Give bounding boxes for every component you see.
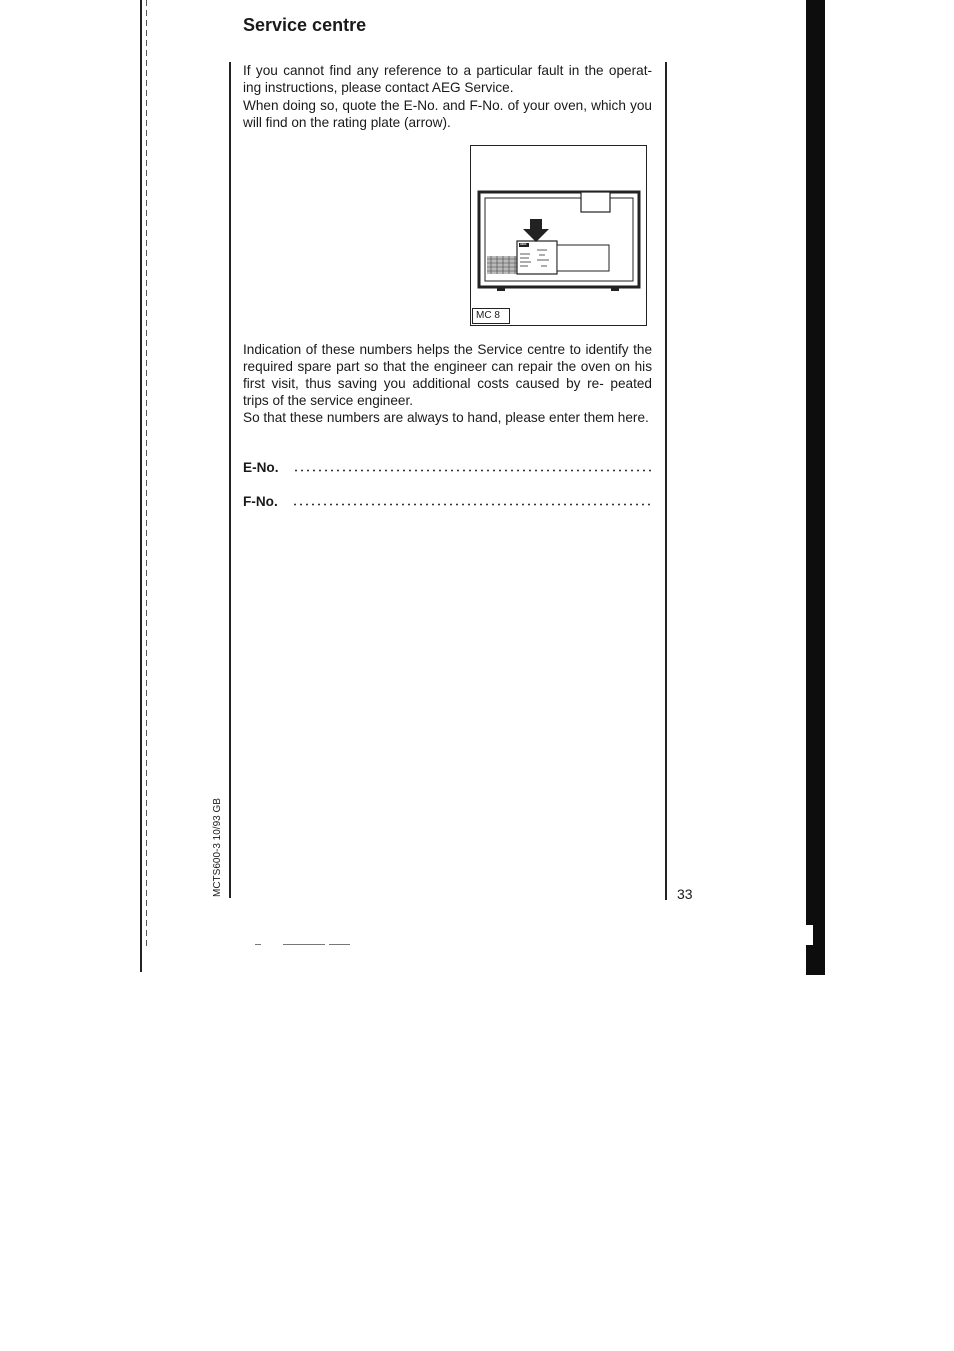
page-number: 33: [677, 886, 693, 902]
f-no-dotted-line[interactable]: [292, 492, 653, 506]
rating-plate-figure: [470, 145, 647, 326]
paragraph-quote-numbers: When doing so, quote the E-No. and F-No. of your oven, which you will find on the rating plate (arrow).: [243, 98, 652, 130]
page-title: Service centre: [243, 15, 367, 35]
paragraph-enter-numbers: So that these numbers are always to hand, please enter them here.: [243, 410, 649, 425]
f-no-field[interactable]: [243, 492, 653, 510]
margin-rule-left: [229, 62, 231, 898]
e-no-dotted-line[interactable]: [293, 458, 654, 472]
e-no-field[interactable]: [243, 458, 653, 476]
oven-illustration: [471, 146, 648, 327]
scan-stray-dashes: [255, 944, 350, 945]
margin-rule-right: [665, 62, 667, 900]
scan-edge-left: [140, 0, 142, 972]
document-code: MCTS600-3 10/93 GB: [212, 798, 223, 897]
figure-label: MC 8: [472, 308, 510, 324]
paragraph-contact: If you cannot find any reference to a particular fault in the operat- ing instructions, please contact AEG Service.: [243, 63, 652, 95]
scan-edge-left-dashed: [146, 0, 147, 950]
scan-edge-right: [806, 0, 825, 975]
paragraph-indication: Indication of these numbers helps the Service centre to identify the required spare part so that the engineer can repair the oven on his first visit, thus saving you additional costs caused by re- peated trips of the service engineer.: [243, 342, 652, 408]
plate-logo-text: AEG: [520, 242, 527, 246]
scan-edge-right-notch: [806, 925, 813, 945]
e-no-label: E-No.: [243, 460, 279, 475]
f-no-label: F-No.: [243, 494, 278, 509]
